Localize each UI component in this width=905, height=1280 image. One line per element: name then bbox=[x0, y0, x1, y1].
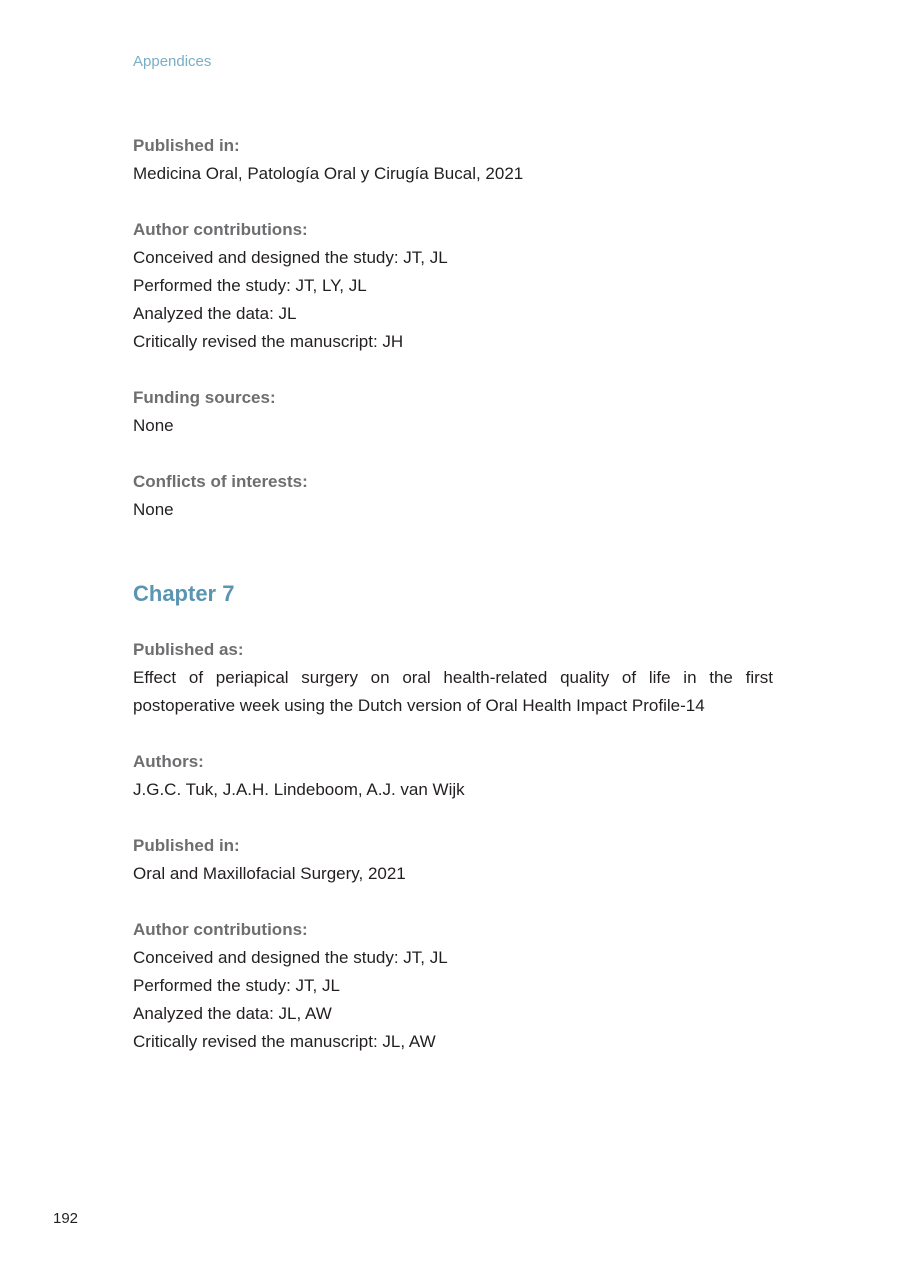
published-in-label: Published in: bbox=[133, 836, 240, 855]
published-as-label: Published as: bbox=[133, 640, 244, 659]
published-in-section bbox=[133, 132, 773, 188]
conflicts-value: None bbox=[133, 500, 174, 519]
funding-section bbox=[133, 384, 773, 440]
chapter-title: Chapter 7 bbox=[133, 581, 235, 606]
contribution-line: Performed the study: JT, LY, JL bbox=[133, 276, 367, 295]
authors-section bbox=[133, 748, 773, 804]
authors-value: J.G.C. Tuk, J.A.H. Lindeboom, A.J. van Wijk bbox=[133, 780, 465, 799]
conflicts-label: Conflicts of interests: bbox=[133, 472, 308, 491]
contribution-line: Critically revised the manuscript: JH bbox=[133, 332, 404, 351]
contribution-line: Analyzed the data: JL, AW bbox=[133, 1004, 332, 1023]
contribution-line: Critically revised the manuscript: JL, AW bbox=[133, 1032, 436, 1051]
conflicts-section bbox=[133, 468, 773, 524]
contribution-line: Conceived and designed the study: JT, JL bbox=[133, 248, 448, 267]
contribution-line: Conceived and designed the study: JT, JL bbox=[133, 948, 448, 967]
authors-label: Authors: bbox=[133, 752, 204, 771]
author-contributions-section bbox=[133, 216, 773, 356]
running-header: Appendices bbox=[133, 53, 212, 70]
published-in-value: Medicina Oral, Patología Oral y Cirugía Bucal, 2021 bbox=[133, 164, 524, 183]
page-number: 192 bbox=[53, 1210, 79, 1227]
page-content bbox=[133, 132, 773, 1056]
contribution-line: Performed the study: JT, JL bbox=[133, 976, 340, 995]
funding-label: Funding sources: bbox=[133, 388, 276, 407]
chapter7-author-contributions-section bbox=[133, 916, 773, 1056]
published-as-section bbox=[133, 636, 773, 720]
published-as-value: Effect of periapical surgery on oral health-related quality of life in the first postoperative week using the Dutch version of Oral Health Impact Profile-14 bbox=[133, 668, 773, 715]
chapter7-published-in-section bbox=[133, 832, 773, 888]
contribution-line: Analyzed the data: JL bbox=[133, 304, 297, 323]
author-contributions-label: Author contributions: bbox=[133, 220, 308, 239]
author-contributions-label: Author contributions: bbox=[133, 920, 308, 939]
funding-value: None bbox=[133, 416, 174, 435]
published-in-value: Oral and Maxillofacial Surgery, 2021 bbox=[133, 864, 406, 883]
published-in-label: Published in: bbox=[133, 136, 240, 155]
